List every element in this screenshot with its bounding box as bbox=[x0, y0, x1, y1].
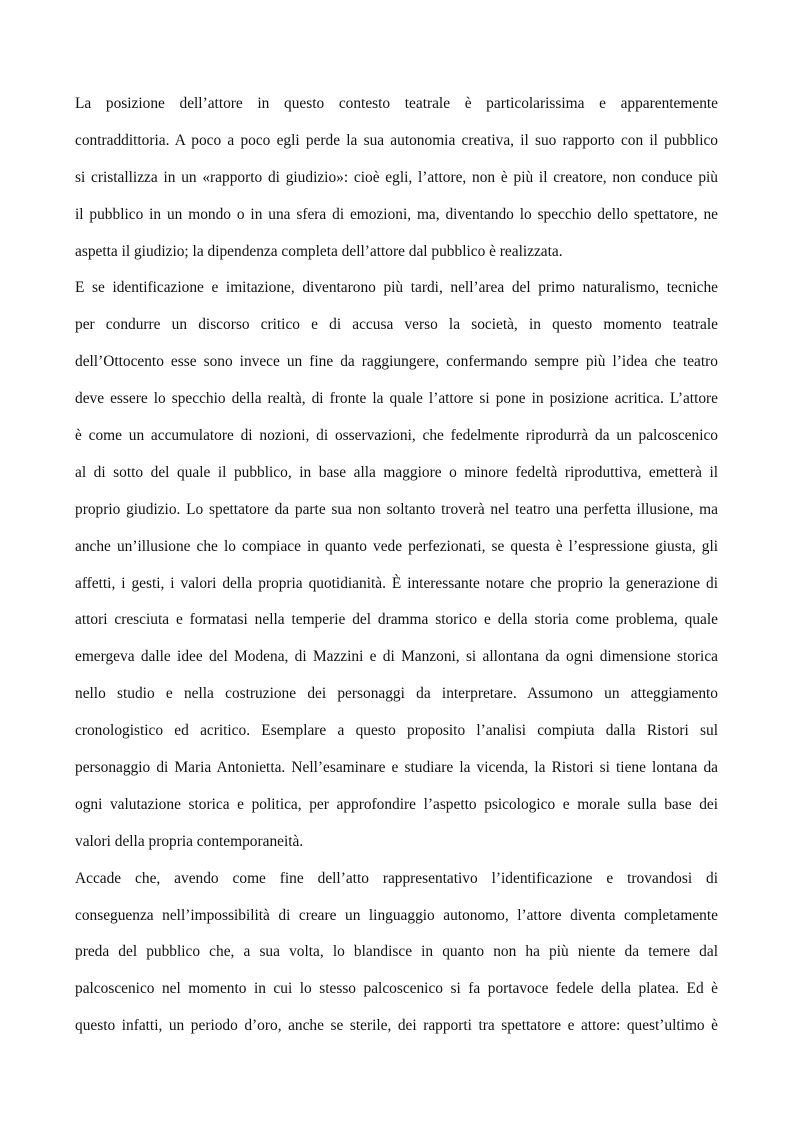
text-line: dell’Ottocento esse sono invece un fine da raggiungere, confermando sempre più l’idea che teatro bbox=[75, 353, 718, 371]
text-line: questo infatti, un periodo d’oro, anche se sterile, dei rapporti tra spettatore e attore: quest’ultimo è bbox=[75, 1017, 718, 1035]
text-line: cronologistico ed acritico. Esemplare a questo proposito l’analisi compiuta dalla Ristori sul bbox=[75, 722, 718, 740]
paragraph-2 bbox=[75, 270, 718, 860]
text-line: il pubblico in un mondo o in una sfera di emozioni, ma, diventando lo specchio dello spettatore, ne bbox=[75, 205, 718, 223]
paragraph-3 bbox=[75, 861, 718, 1045]
text-line: anche un’illusione che lo compiace in quanto vede perfezionati, se questa è l’espressione giusta, gli bbox=[75, 537, 718, 555]
text-line: palcoscenico nel momento in cui lo stesso palcoscenico si fa portavoce fedele della platea. Ed è bbox=[75, 980, 718, 998]
text-line: Accade che, avendo come fine dell’atto rappresentativo l’identificazione e trovandosi di bbox=[75, 869, 718, 887]
text-line: conseguenza nell’impossibilità di creare un linguaggio autonomo, l’attore diventa completamente bbox=[75, 906, 718, 924]
text-line: nello studio e nella costruzione dei personaggi da interpretare. Assumono un atteggiamento bbox=[75, 685, 718, 703]
text-line: per condurre un discorso critico e di accusa verso la società, in questo momento teatrale bbox=[75, 316, 718, 334]
text-line: personaggio di Maria Antonietta. Nell’esaminare e studiare la vicenda, la Ristori si tiene lontana da bbox=[75, 759, 718, 777]
text-line: emergeva dalle idee del Modena, di Mazzini e di Manzoni, si allontana da ogni dimensione storica bbox=[75, 648, 718, 666]
text-line: affetti, i gesti, i valori della propria quotidianità. È interessante notare che proprio la generazione di bbox=[75, 574, 718, 592]
text-line: contraddittoria. A poco a poco egli perde la sua autonomia creativa, il suo rapporto con il pubblico bbox=[75, 131, 718, 149]
text-line: E se identificazione e imitazione, diventarono più tardi, nell’area del primo naturalismo, tecniche bbox=[75, 279, 718, 297]
text-line: preda del pubblico che, a sua volta, lo blandisce in quanto non ha più niente da temere dal bbox=[75, 943, 718, 961]
document-page bbox=[75, 86, 718, 1045]
text-line: si cristallizza in un «rapporto di giudizio»: cioè egli, l’attore, non è più il creatore, non conduce più bbox=[75, 168, 718, 186]
text-line: deve essere lo specchio della realtà, di fronte la quale l’attore si pone in posizione acritica. L’attore bbox=[75, 390, 718, 408]
text-line: ogni valutazione storica e politica, per approfondire l’aspetto psicologico e morale sulla base dei bbox=[75, 795, 718, 813]
text-line: è come un accumulatore di nozioni, di osservazioni, che fedelmente riprodurrà da un palcoscenico bbox=[75, 427, 718, 445]
text-line: valori della propria contemporaneità. bbox=[75, 832, 304, 850]
text-line: aspetta il giudizio; la dipendenza completa dell’attore dal pubblico è realizzata. bbox=[75, 242, 563, 260]
text-line: al di sotto del quale il pubblico, in base alla maggiore o minore fedeltà riproduttiva, emetterà il bbox=[75, 463, 718, 481]
text-line: La posizione dell’attore in questo contesto teatrale è particolarissima e apparentemente bbox=[75, 95, 718, 112]
paragraph-1 bbox=[75, 86, 718, 270]
text-line: proprio giudizio. Lo spettatore da parte sua non soltanto troverà nel teatro una perfetta illusione, ma bbox=[75, 500, 718, 518]
text-line: attori cresciuta e formatasi nella temperie del dramma storico e della storia come problema, quale bbox=[75, 611, 718, 629]
